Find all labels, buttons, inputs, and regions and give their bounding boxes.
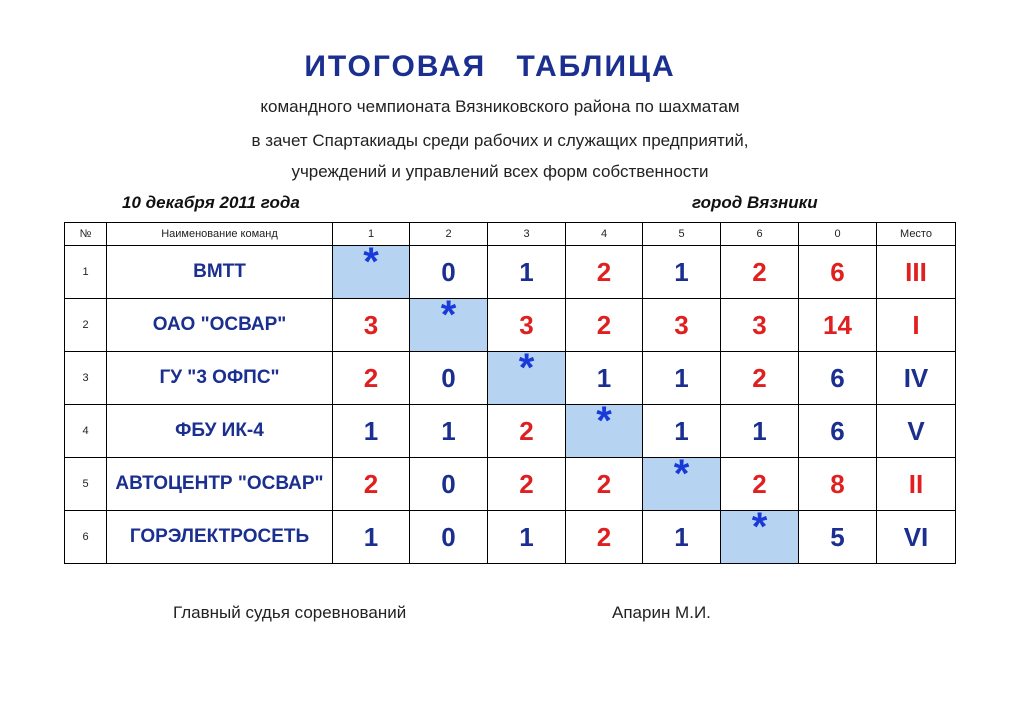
header-col-1: 1	[333, 223, 410, 246]
score-cell: 2	[566, 511, 643, 564]
score-cell: 1	[410, 405, 488, 458]
team-name: ГУ "3 ОФПС"	[107, 352, 333, 405]
asterisk-mark: *	[596, 399, 612, 443]
row-number: 3	[65, 352, 107, 405]
total-cell: 8	[799, 458, 877, 511]
score-cell: 2	[566, 299, 643, 352]
score-cell: 2	[333, 458, 410, 511]
judge-label: Главный судья соревнований	[173, 603, 407, 622]
score-cell: 2	[333, 352, 410, 405]
total-cell: 5	[799, 511, 877, 564]
score-cell: 0	[410, 246, 488, 299]
asterisk-mark: *	[440, 293, 457, 337]
judge-name: Апарин М.И.	[612, 603, 711, 622]
score-cell: 2	[721, 352, 799, 405]
event-date: 10 декабря 2011 года	[122, 193, 300, 212]
diagonal-cell	[721, 505, 799, 564]
page-title: ИТОГОВАЯ ТАБЛИЦА	[304, 50, 676, 83]
table-row	[65, 352, 956, 405]
score-cell: 1	[488, 511, 566, 564]
table-row	[65, 299, 956, 352]
subtitle-line-1: командного чемпионата Вязниковского района по шахматам	[260, 97, 740, 116]
header-row	[65, 223, 956, 246]
header-total: 0	[799, 223, 877, 246]
team-name: АВТОЦЕНТР "ОСВАР"	[107, 458, 333, 511]
header-col-2: 2	[410, 223, 488, 246]
team-name: ВМТТ	[107, 246, 333, 299]
subtitle-line-2: в зачет Спартакиады среди рабочих и служащих предприятий,	[251, 131, 749, 150]
score-cell: 1	[643, 511, 721, 564]
diagonal-cell	[643, 452, 721, 511]
asterisk-mark: *	[673, 452, 690, 496]
score-cell: 0	[410, 352, 488, 405]
team-name: ОАО "ОСВАР"	[107, 299, 333, 352]
place-cell: V	[877, 405, 956, 458]
score-cell: 0	[410, 458, 488, 511]
place-cell: III	[877, 246, 956, 299]
diagonal-cell	[488, 346, 566, 405]
team-name: ФБУ ИК-4	[107, 405, 333, 458]
score-cell: 2	[566, 246, 643, 299]
row-number: 4	[65, 405, 107, 458]
asterisk-mark: *	[518, 346, 535, 390]
score-cell: 2	[566, 458, 643, 511]
header-team: Наименование команд	[107, 223, 333, 246]
row-number: 6	[65, 511, 107, 564]
score-cell: 1	[488, 246, 566, 299]
place-cell: I	[877, 299, 956, 352]
score-cell: 0	[410, 511, 488, 564]
row-number: 1	[65, 246, 107, 299]
event-city: город Вязники	[692, 193, 818, 212]
score-cell: 2	[721, 458, 799, 511]
table-row	[65, 458, 956, 511]
score-cell: 2	[488, 458, 566, 511]
total-cell: 6	[799, 352, 877, 405]
header-col-3: 3	[488, 223, 566, 246]
team-name: ГОРЭЛЕКТРОСЕТЬ	[107, 511, 333, 564]
asterisk-mark: *	[751, 505, 768, 549]
table-row	[65, 405, 956, 458]
diagonal-cell	[410, 293, 488, 352]
table-row	[65, 246, 956, 299]
diagonal-cell	[333, 240, 410, 299]
subtitle-line-3: учреждений и управлений всех форм собственности	[291, 162, 709, 181]
score-cell: 2	[488, 405, 566, 458]
score-cell: 3	[333, 299, 410, 352]
header-place: Место	[877, 223, 956, 246]
place-cell: II	[877, 458, 956, 511]
header-col-4: 4	[566, 223, 643, 246]
standings-table	[64, 222, 956, 564]
score-cell: 1	[333, 405, 410, 458]
table-row	[65, 511, 956, 564]
total-cell: 14	[799, 299, 877, 352]
score-cell: 1	[643, 246, 721, 299]
score-cell: 1	[566, 352, 643, 405]
total-cell: 6	[799, 246, 877, 299]
score-cell: 1	[643, 405, 721, 458]
score-cell: 2	[721, 246, 799, 299]
asterisk-mark: *	[363, 240, 379, 284]
score-cell: 1	[721, 405, 799, 458]
row-number: 2	[65, 299, 107, 352]
score-cell: 1	[333, 511, 410, 564]
score-cell: 1	[643, 352, 721, 405]
score-cell: 3	[643, 299, 721, 352]
score-cell: 3	[488, 299, 566, 352]
score-cell: 3	[721, 299, 799, 352]
place-cell: VI	[877, 511, 956, 564]
header-col-6: 6	[721, 223, 799, 246]
row-number: 5	[65, 458, 107, 511]
place-cell: IV	[877, 352, 956, 405]
header-col-5: 5	[643, 223, 721, 246]
diagonal-cell	[566, 399, 643, 458]
total-cell: 6	[799, 405, 877, 458]
header-num: №	[65, 223, 107, 246]
